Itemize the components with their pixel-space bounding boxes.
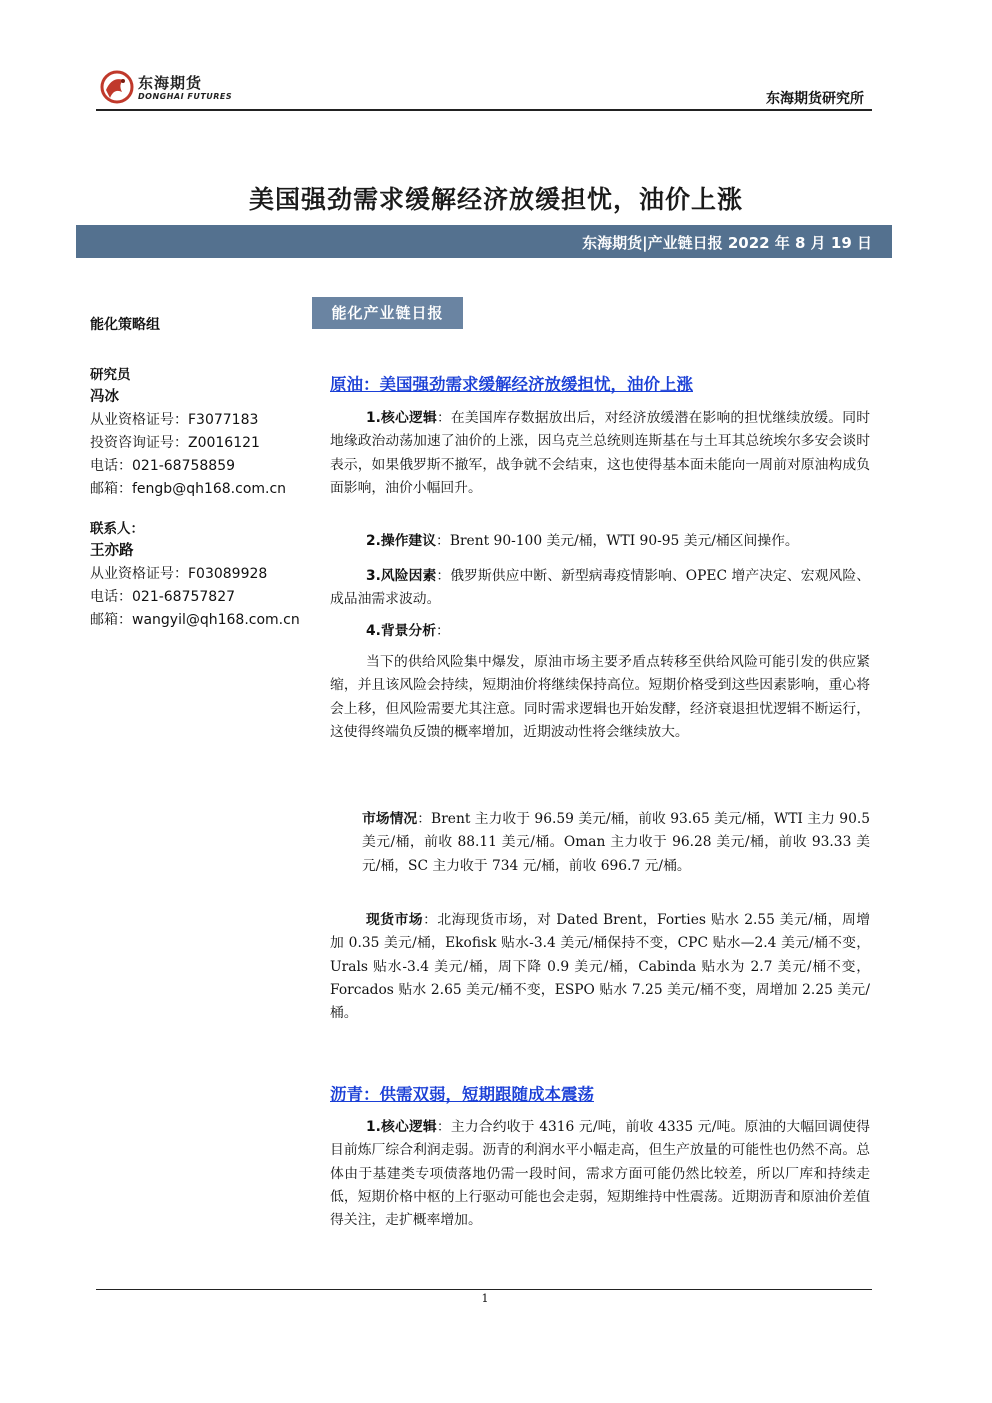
crude-advice-text: ：Brent 90-100 美元/桶，WTI 90-95 美元/桶区间操作。 — [436, 533, 799, 549]
institute-name: 东海期货研究所 — [766, 91, 864, 107]
researcher-license: 从业资格证号：F3077183 — [90, 412, 259, 428]
report-title: 美国强劲需求缓解经济放缓担忧，油价上涨 — [248, 185, 743, 214]
footer-divider — [96, 1289, 872, 1290]
researcher-role: 研究员 — [90, 367, 131, 383]
crude-market-situation — [330, 808, 870, 878]
crude-risk — [330, 565, 870, 612]
crude-market-label: 市场情况 — [362, 811, 418, 827]
crude-market-text: ：Brent 主力收于 96.59 美元/桶，前收 93.65 美元/桶，WTI 主力 90.5 美元/桶，前收 88.11 美元/桶。Oman 主力收于 96.28 美元/桶，前收 93.33 美元/桶，SC 主力收于 734 元/桶，前收 696.7 元/桶。 — [362, 811, 871, 874]
crude-logic-label: 1.核心逻辑 — [366, 410, 437, 426]
company-logo — [98, 68, 238, 110]
banner-text: 东海期货|产业链日报 2022 年 8 月 19 日 — [582, 234, 872, 252]
crude-logic-text: ：在美国库存数据放出后，对经济放缓潜在影响的担忧继续放缓。同时地缘政治动荡加速了油价的上涨，因乌克兰总统则连斯基在与土耳其总统埃尔多安会谈时表示，如果俄罗斯不撤军，战争就不会结束，这也使得基本面未能向一周前对原油构成负面影响，油价小幅回升。 — [330, 410, 871, 496]
researcher-name: 冯冰 — [90, 389, 119, 405]
crude-spot-market — [330, 909, 870, 1025]
crude-section-title[interactable]: 原油：美国强劲需求缓解经济放缓担忧，油价上涨 — [330, 375, 693, 394]
crude-core-logic — [330, 407, 870, 500]
logo-text-en: DONGHAI FUTURES — [138, 92, 233, 101]
contact-license: 从业资格证号：F03089928 — [90, 566, 268, 582]
crude-background-text: 当下的供给风险集中爆发，原油市场主要矛盾点转移至供给风险可能引发的供应紧缩，并且该风险会持续，短期油价将继续保持高位。短期价格受到这些因素影响，重心将会上移，但风险需要尤其注意。同时需求逻辑也开始发酵，经济衰退担忧逻辑不断运行，这使得终端负反馈的概率增加，近期波动性将会继续放大。 — [330, 654, 870, 740]
asphalt-logic-text: ：主力合约收于 4316 元/吨，前收 4335 元/吨。原油的大幅回调使得目前炼厂综合利润走弱。沥青的利润水平小幅走高，但生产放量的可能性也仍然不高。总体由于基建类专项债落地仍需一段时间，需求方面可能仍然比较差，所以厂库和持续走低，短期价格中枢的上行驱动可能也会走弱，短期维持中性震荡。近期沥青和原油价差值得关注，走扩概率增加。 — [330, 1119, 871, 1229]
team-name: 能化策略组 — [90, 317, 160, 333]
header-divider — [96, 109, 872, 111]
crude-advice-label: 2.操作建议 — [366, 533, 437, 549]
contact-name: 王亦路 — [90, 543, 134, 559]
page-number: 1 — [481, 1292, 489, 1305]
crude-risk-label: 3.风险因素 — [366, 568, 437, 584]
crude-bg-label: 4.背景分析 — [366, 623, 437, 639]
crude-advice — [330, 530, 870, 553]
asphalt-core-logic — [330, 1116, 870, 1232]
researcher-consult-license: 投资咨询证号：Z0016121 — [90, 435, 260, 451]
analyst-sidebar — [90, 314, 320, 632]
crude-spot-text: ：北海现货市场，对 Dated Brent，Forties 贴水 2.55 美元/桶，周增加 0.35 美元/桶，Ekofisk 贴水-3.4 美元/桶保持不变，CPC 贴水—2.4 美元/桶不变，Urals 贴水-3.4 美元/桶，周下降 0.9 美元/桶，Cabinda 贴水为 2.7 美元/桶不变， Forcados 贴水 2.65 美元/桶不变，ESPO 贴水 7.25 美元/桶不变，周增加 2.25 美元/桶。 — [330, 912, 871, 1022]
crude-risk-text: ：俄罗斯供应中断、新型病毒疫情影响、OPEC 增产决定、宏观风险、成品油需求波动。 — [330, 568, 870, 608]
crude-bg-colon: ： — [436, 623, 450, 639]
researcher-phone: 电话：021-68758859 — [90, 458, 236, 474]
logo-text-cn: 东海期货 — [138, 74, 203, 92]
crude-spot-label: 现货市场 — [366, 912, 424, 928]
report-type-tag: 能化产业链日报 — [312, 297, 463, 329]
date-banner — [76, 225, 892, 258]
asphalt-section-title[interactable]: 沥青：供需双弱，短期跟随成本震荡 — [330, 1085, 594, 1104]
contact-role: 联系人： — [90, 521, 144, 537]
crude-background-heading — [330, 620, 870, 643]
contact-phone: 电话：021-68757827 — [90, 589, 236, 605]
contact-email: 邮箱：wangyil@qh168.com.cn — [90, 612, 300, 628]
dragon-logo-icon — [98, 68, 136, 106]
researcher-email: 邮箱：fengb@qh168.com.cn — [90, 481, 287, 497]
asphalt-logic-label: 1.核心逻辑 — [366, 1119, 437, 1135]
